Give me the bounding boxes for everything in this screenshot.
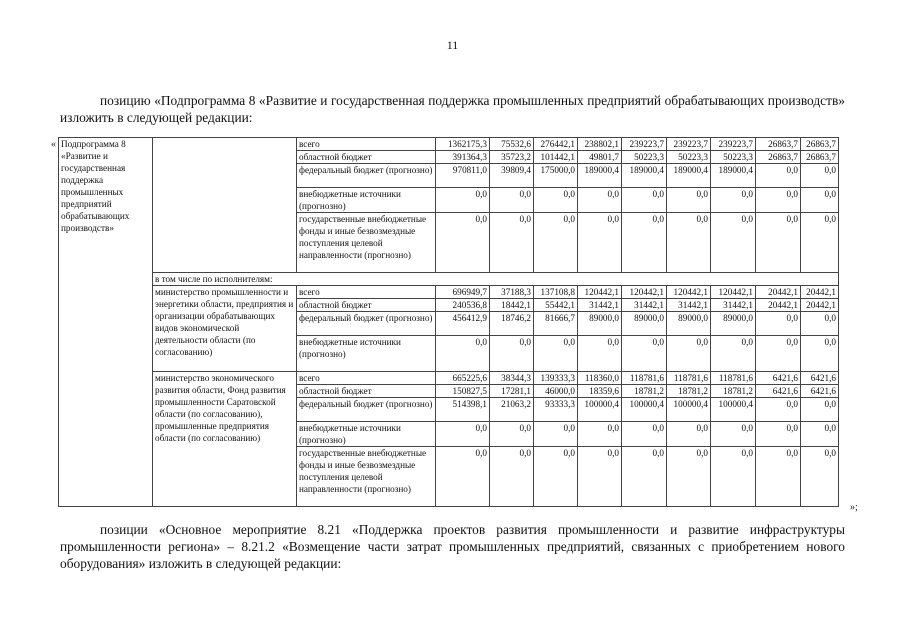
value-cell: 31442,1	[578, 299, 622, 312]
value-cell: 0,0	[711, 188, 756, 213]
value-cell: 0,0	[436, 422, 490, 447]
value-cell: 137108,8	[534, 286, 578, 299]
value-cell: 18746,2	[490, 312, 534, 336]
value-cell: 0,0	[756, 164, 801, 188]
value-cell: 81666,7	[534, 312, 578, 336]
value-cell: 31442,1	[622, 299, 667, 312]
value-cell: 238802,1	[578, 138, 622, 151]
value-cell: 50223,3	[622, 151, 667, 164]
funding-source-cell: всего	[297, 286, 436, 299]
value-cell: 0,0	[534, 447, 578, 507]
value-cell: 0,0	[801, 164, 839, 188]
value-cell: 150827,5	[436, 385, 490, 398]
value-cell: 0,0	[578, 188, 622, 213]
value-cell: 26863,7	[756, 151, 801, 164]
value-cell: 18781,2	[667, 385, 711, 398]
value-cell: 0,0	[756, 188, 801, 213]
value-cell: 46000,0	[534, 385, 578, 398]
executor-cell	[153, 138, 297, 273]
value-cell: 0,0	[622, 213, 667, 273]
value-cell: 50223,3	[711, 151, 756, 164]
funding-source-cell: внебюджетные источники (прогнозно)	[297, 336, 436, 372]
value-cell: 118781,6	[622, 372, 667, 385]
value-cell: 139333,3	[534, 372, 578, 385]
value-cell: 0,0	[756, 336, 801, 372]
value-cell: 20442,1	[756, 299, 801, 312]
program-name-cell: Подпрограмма 8 «Развитие и государственная поддержка промышленных предприятий обрабатывающих производств»	[59, 138, 153, 507]
value-cell: 0,0	[756, 422, 801, 447]
value-cell: 39809,4	[490, 164, 534, 188]
value-cell: 0,0	[801, 188, 839, 213]
funding-source-cell: внебюджетные источники (прогнозно)	[297, 422, 436, 447]
value-cell: 0,0	[534, 422, 578, 447]
funding-source-cell: федеральный бюджет (прогнозно)	[297, 312, 436, 336]
value-cell: 100000,4	[622, 398, 667, 422]
value-cell: 120442,1	[578, 286, 622, 299]
value-cell: 175000,0	[534, 164, 578, 188]
value-cell: 100000,4	[578, 398, 622, 422]
value-cell: 1362175,3	[436, 138, 490, 151]
value-cell: 0,0	[756, 213, 801, 273]
value-cell: 31442,1	[711, 299, 756, 312]
value-cell: 0,0	[801, 213, 839, 273]
value-cell: 18781,2	[622, 385, 667, 398]
value-cell: 0,0	[711, 447, 756, 507]
value-cell: 0,0	[801, 336, 839, 372]
value-cell: 31442,1	[667, 299, 711, 312]
value-cell: 49801,7	[578, 151, 622, 164]
value-cell: 17281,1	[490, 385, 534, 398]
value-cell: 0,0	[490, 213, 534, 273]
value-cell: 0,0	[756, 447, 801, 507]
value-cell: 55442,1	[534, 299, 578, 312]
value-cell: 391364,3	[436, 151, 490, 164]
funding-source-cell: всего	[297, 372, 436, 385]
value-cell: 101442,1	[534, 151, 578, 164]
value-cell: 0,0	[667, 422, 711, 447]
value-cell: 26863,7	[756, 138, 801, 151]
value-cell: 189000,4	[667, 164, 711, 188]
value-cell: 26863,7	[801, 138, 839, 151]
funding-source-cell: федеральный бюджет (прогнозно)	[297, 398, 436, 422]
value-cell: 0,0	[801, 312, 839, 336]
value-cell: 20442,1	[801, 286, 839, 299]
value-cell: 0,0	[667, 336, 711, 372]
value-cell: 0,0	[801, 422, 839, 447]
value-cell: 970811,0	[436, 164, 490, 188]
funding-source-cell: областной бюджет	[297, 151, 436, 164]
table-row	[59, 138, 839, 151]
value-cell: 0,0	[801, 398, 839, 422]
executor-cell: министерство промышленности и энергетики области, предприятия и организации обрабатывающих видов экономической деятельности области (по согласованию)	[153, 286, 297, 372]
value-cell: 0,0	[667, 188, 711, 213]
value-cell: 240536,8	[436, 299, 490, 312]
value-cell: 0,0	[490, 447, 534, 507]
value-cell: 6421,6	[801, 372, 839, 385]
value-cell: 276442,1	[534, 138, 578, 151]
value-cell: 26863,7	[801, 151, 839, 164]
value-cell: 514398,1	[436, 398, 490, 422]
value-cell: 100000,4	[711, 398, 756, 422]
value-cell: 118781,6	[667, 372, 711, 385]
value-cell: 118360,0	[578, 372, 622, 385]
value-cell: 0,0	[756, 398, 801, 422]
value-cell: 6421,6	[756, 385, 801, 398]
funding-source-cell: федеральный бюджет (прогнозно)	[297, 164, 436, 188]
value-cell: 0,0	[622, 422, 667, 447]
value-cell: 0,0	[534, 336, 578, 372]
executors-header: в том числе по исполнителям:	[153, 273, 839, 286]
value-cell: 100000,4	[667, 398, 711, 422]
value-cell: 89000,0	[578, 312, 622, 336]
value-cell: 37188,3	[490, 286, 534, 299]
value-cell: 89000,0	[711, 312, 756, 336]
value-cell: 0,0	[578, 336, 622, 372]
value-cell: 665225,6	[436, 372, 490, 385]
value-cell: 189000,4	[578, 164, 622, 188]
value-cell: 120442,1	[622, 286, 667, 299]
value-cell: 0,0	[436, 447, 490, 507]
value-cell: 0,0	[667, 447, 711, 507]
value-cell: 0,0	[622, 336, 667, 372]
value-cell: 0,0	[711, 336, 756, 372]
value-cell: 0,0	[534, 188, 578, 213]
value-cell: 189000,4	[622, 164, 667, 188]
value-cell: 6421,6	[756, 372, 801, 385]
value-cell: 0,0	[622, 188, 667, 213]
funding-source-cell: государственные внебюджетные фонды и иные безвозмездные поступления целевой направленности (прогнозно)	[297, 213, 436, 273]
value-cell: 89000,0	[667, 312, 711, 336]
value-cell: 239223,7	[667, 138, 711, 151]
value-cell: 0,0	[711, 422, 756, 447]
value-cell: 89000,0	[622, 312, 667, 336]
value-cell: 0,0	[578, 447, 622, 507]
opening-quote: «	[51, 139, 56, 150]
value-cell: 0,0	[490, 422, 534, 447]
funding-source-cell: государственные внебюджетные фонды и иные безвозмездные поступления целевой направленности (прогнозно)	[297, 447, 436, 507]
value-cell: 696949,7	[436, 286, 490, 299]
value-cell: 0,0	[436, 213, 490, 273]
value-cell: 6421,6	[801, 385, 839, 398]
intro-paragraph: позицию «Подпрограмма 8 «Развитие и государственная поддержка промышленных предприятий обрабатывающих производств» изложить в следующей редакции:	[60, 93, 845, 125]
value-cell: 93333,3	[534, 398, 578, 422]
value-cell: 0,0	[534, 213, 578, 273]
value-cell: 239223,7	[622, 138, 667, 151]
value-cell: 120442,1	[711, 286, 756, 299]
value-cell: 18359,6	[578, 385, 622, 398]
closing-quote: »;	[850, 502, 858, 513]
value-cell: 456412,9	[436, 312, 490, 336]
value-cell: 118781,6	[711, 372, 756, 385]
value-cell: 0,0	[756, 312, 801, 336]
value-cell: 0,0	[667, 213, 711, 273]
outro-paragraph: позиции «Основное мероприятие 8.21 «Поддержка проектов развития промышленности и развитие инфраструктуры промышленности региона» – 8.21.2 «Возмещение части затрат промышленных предприятий, связанных с приобретением нового оборудования» изложить в следующей редакции:	[60, 522, 845, 571]
value-cell: 50223,3	[667, 151, 711, 164]
value-cell: 189000,4	[711, 164, 756, 188]
page-number: 11	[446, 38, 459, 52]
value-cell: 0,0	[436, 336, 490, 372]
value-cell: 18442,1	[490, 299, 534, 312]
funding-source-cell: всего	[297, 138, 436, 151]
table-row	[59, 372, 839, 385]
value-cell: 21063,2	[490, 398, 534, 422]
executor-cell: министерство экономического развития области, Фонд развития промышленности Саратовской области (по согласованию), промышленные предприятия области (по согласованию)	[153, 372, 297, 507]
value-cell: 0,0	[490, 336, 534, 372]
value-cell: 0,0	[578, 213, 622, 273]
funding-source-cell: внебюджетные источники (прогнозно)	[297, 188, 436, 213]
value-cell: 20442,1	[756, 286, 801, 299]
subprogram-funding-table	[58, 137, 839, 507]
value-cell: 75532,6	[490, 138, 534, 151]
funding-source-cell: областной бюджет	[297, 385, 436, 398]
value-cell: 0,0	[622, 447, 667, 507]
funding-source-cell: областной бюджет	[297, 299, 436, 312]
value-cell: 0,0	[711, 213, 756, 273]
value-cell: 20442,1	[801, 299, 839, 312]
value-cell: 18781,2	[711, 385, 756, 398]
value-cell: 0,0	[436, 188, 490, 213]
table-row	[59, 286, 839, 299]
value-cell: 0,0	[578, 422, 622, 447]
value-cell: 120442,1	[667, 286, 711, 299]
value-cell: 0,0	[801, 447, 839, 507]
value-cell: 35723,2	[490, 151, 534, 164]
executors-header-row	[59, 273, 839, 286]
value-cell: 0,0	[490, 188, 534, 213]
value-cell: 38344,3	[490, 372, 534, 385]
value-cell: 239223,7	[711, 138, 756, 151]
